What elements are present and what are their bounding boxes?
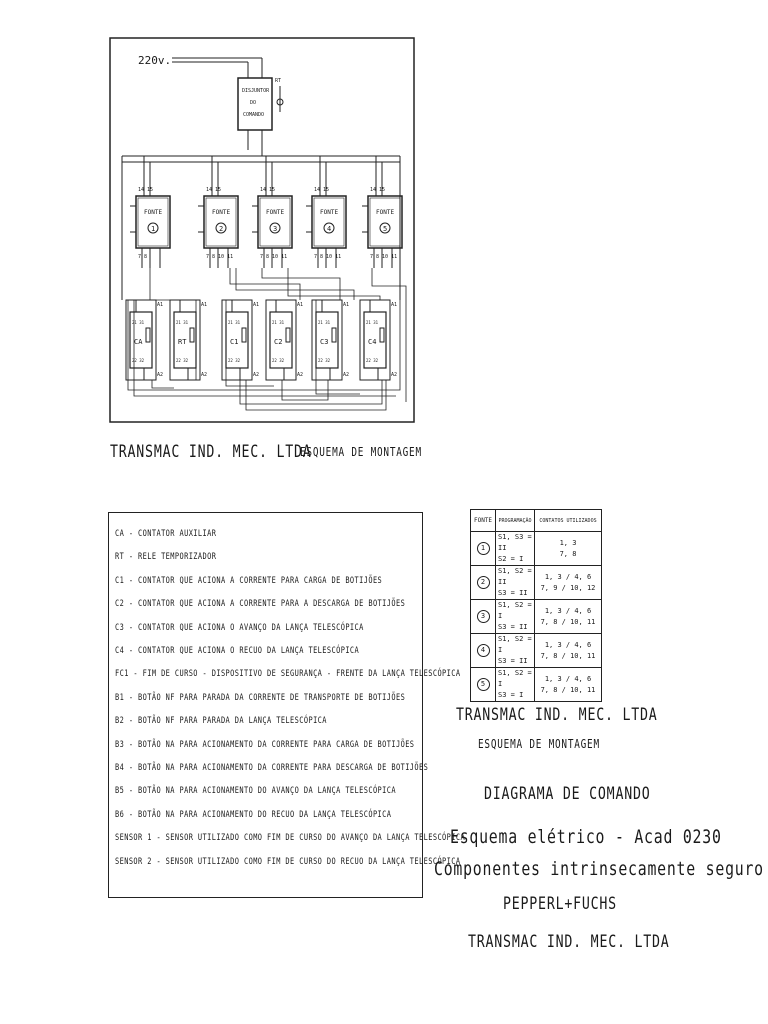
svg-text:A1: A1 <box>253 302 260 308</box>
table-row <box>471 668 602 702</box>
legend-item: C3 - CONTATOR QUE ACIONA O AVANÇO DA LANÇA TELESCÓPICA <box>115 622 364 633</box>
diagram-title-scheme: ESQUEMA DE MONTAGEM <box>300 445 422 459</box>
svg-text:7 8 10 11: 7 8 10 11 <box>314 254 342 260</box>
contactor-c2 <box>266 300 303 380</box>
svg-text:21 31: 21 31 <box>228 320 241 325</box>
legend-item: B3 - BOTÃO NA PARA ACIONAMENTO DA CORRENTE PARA CARGA DE BOTIJÕES <box>115 739 415 750</box>
contactor-label: C1 <box>230 338 239 346</box>
breaker-side-label: RT <box>275 78 282 84</box>
source-number: 1 <box>151 225 156 233</box>
svg-text:22 32: 22 32 <box>366 358 379 363</box>
svg-text:14 15: 14 15 <box>206 187 222 193</box>
svg-text:7 8: 7 8 <box>138 254 148 260</box>
svg-text:A1: A1 <box>297 302 304 308</box>
contactor-c1 <box>222 300 259 380</box>
right-title-brand: PEPPERL+FUCHS <box>503 894 617 914</box>
table-cell-fonte <box>471 566 496 600</box>
contactor-label: RT <box>178 338 187 346</box>
power-source-3 <box>252 156 292 268</box>
right-title-company: TRANSMAC IND. MEC. LTDA <box>456 705 658 725</box>
legend-item: SENSOR 1 - SENSOR UTILIZADO COMO FIM DE CURSO DO AVANÇO DA LANÇA TELESCÓPICA <box>115 833 466 844</box>
svg-text:22 32: 22 32 <box>176 358 189 363</box>
table-cell-contatos: 1, 3 / 4, 6 7, 8 / 10, 11 <box>535 634 602 668</box>
table-header-programacao: PROGRAMAÇÃO <box>496 510 535 532</box>
right-title-electric: Esquema elétrico - Acad 0230 <box>450 826 722 848</box>
source-table <box>470 509 602 702</box>
contactor-c3 <box>312 300 349 380</box>
svg-text:DISJUNTOR: DISJUNTOR <box>242 88 270 94</box>
contactor-label: CA <box>134 338 143 346</box>
table-cell-programacao: S1, S3 = II S2 = I <box>496 532 535 566</box>
voltage-label: 220v. <box>138 54 172 67</box>
svg-text:22 32: 22 32 <box>272 358 285 363</box>
legend-item: C1 - CONTATOR QUE ACIONA A CORRENTE PARA CARGA DE BOTIJÕES <box>115 575 383 586</box>
legend-item: C2 - CONTATOR QUE ACIONA A CORRENTE PARA A DESCARGA DE BOTIJÕES <box>115 599 406 610</box>
power-source-4 <box>306 156 346 268</box>
source-number-circle: 5 <box>477 678 490 691</box>
table-cell-contatos: 1, 3 / 4, 6 7, 9 / 10, 12 <box>535 566 602 600</box>
power-source-2 <box>198 156 238 268</box>
svg-text:22 32: 22 32 <box>318 358 331 363</box>
source-label: FONTE <box>320 209 339 216</box>
svg-text:A2: A2 <box>201 372 208 378</box>
legend-item: RT - RELE TEMPORIZADOR <box>115 552 217 563</box>
svg-text:7 8 10 11: 7 8 10 11 <box>370 254 398 260</box>
svg-text:A1: A1 <box>343 302 350 308</box>
table-cell-programacao: S1, S2 = I S3 = I <box>496 668 535 702</box>
legend-item: CA - CONTATOR AUXILIAR <box>115 529 217 539</box>
svg-text:22 32: 22 32 <box>228 358 241 363</box>
contactor-ca <box>126 300 163 380</box>
legend-item: B4 - BOTÃO NA PARA ACIONAMENTO DA CORRENTE PARA DESCARGA DE BOTIJÕES <box>115 763 429 773</box>
svg-text:21 31: 21 31 <box>272 320 285 325</box>
table-cell-fonte <box>471 600 496 634</box>
source-number: 3 <box>273 225 278 233</box>
source-number: 5 <box>383 225 388 233</box>
svg-text:A2: A2 <box>157 372 164 378</box>
power-source-5 <box>362 156 402 268</box>
svg-text:21 31: 21 31 <box>176 320 189 325</box>
diagram-title-company-text: TRANSMAC IND. MEC. LTDA <box>110 442 312 462</box>
table-row <box>471 600 602 634</box>
source-number-circle: 1 <box>477 542 490 555</box>
legend-item: C4 - CONTATOR QUE ACIONA O RECUO DA LANÇA TELESCÓPICA <box>115 646 360 656</box>
svg-text:7 8 10 11: 7 8 10 11 <box>206 254 234 260</box>
svg-text:14 15: 14 15 <box>138 187 154 193</box>
power-source-1 <box>130 156 170 268</box>
legend-item: SENSOR 2 - SENSOR UTILIZADO COMO FIM DE CURSO DO RECUO DA LANÇA TELESCÓPICA <box>115 856 461 867</box>
svg-text:DO: DO <box>250 100 257 106</box>
table-cell-contatos: 1, 3 / 4, 6 7, 8 / 10, 11 <box>535 600 602 634</box>
svg-text:14 15: 14 15 <box>314 187 330 193</box>
contactor-label: C2 <box>274 338 283 346</box>
source-label: FONTE <box>376 209 395 216</box>
table-cell-contatos: 1, 3 7, 8 <box>535 532 602 566</box>
legend-box <box>108 512 466 898</box>
svg-text:A2: A2 <box>343 372 350 378</box>
svg-text:14 15: 14 15 <box>370 187 386 193</box>
right-title-scheme: ESQUEMA DE MONTAGEM <box>478 737 600 751</box>
legend-item: B1 - BOTÃO NF PARA PARADA DA CORRENTE DE TRANSPORTE DE BOTIJÕES <box>115 692 406 703</box>
right-title-diagram: DIAGRAMA DE COMANDO <box>484 784 651 804</box>
contactor-rt <box>170 300 207 380</box>
source-number-circle: 3 <box>477 610 490 623</box>
svg-text:A2: A2 <box>297 372 304 378</box>
svg-text:A2: A2 <box>253 372 260 378</box>
svg-text:14 15: 14 15 <box>260 187 276 193</box>
legend-item: B6 - BOTÃO NA PARA ACIONAMENTO DO RECUO DA LANÇA TELESCÓPICA <box>115 809 392 820</box>
table-cell-programacao: S1, S2 = I S3 = II <box>496 634 535 668</box>
source-label: FONTE <box>212 209 231 216</box>
table-cell-programacao: S1, S2 = II S3 = II <box>496 566 535 600</box>
source-number: 4 <box>327 225 332 233</box>
source-label: FONTE <box>266 209 285 216</box>
right-title-company-2: TRANSMAC IND. MEC. LTDA <box>468 932 670 952</box>
contactor-label: C3 <box>320 338 329 346</box>
contactor-c4 <box>360 300 397 380</box>
table-row <box>471 532 602 566</box>
table-row <box>471 566 602 600</box>
source-table-wrap <box>470 509 602 702</box>
svg-text:21 31: 21 31 <box>366 320 379 325</box>
table-cell-fonte <box>471 532 496 566</box>
wiring-diagram <box>0 0 768 440</box>
svg-text:21 31: 21 31 <box>132 320 145 325</box>
svg-text:A2: A2 <box>391 372 398 378</box>
table-cell-fonte <box>471 668 496 702</box>
svg-text:A1: A1 <box>201 302 208 308</box>
source-number-circle: 2 <box>477 576 490 589</box>
table-cell-fonte <box>471 634 496 668</box>
table-header-contatos: CONTATOS UTILIZADOS <box>535 510 602 532</box>
table-cell-contatos: 1, 3 / 4, 6 7, 8 / 10, 11 <box>535 668 602 702</box>
svg-text:21 31: 21 31 <box>318 320 331 325</box>
svg-text:22 32: 22 32 <box>132 358 145 363</box>
svg-text:7 8 10 11: 7 8 10 11 <box>260 254 288 260</box>
table-header-fonte: FONTE <box>471 510 496 532</box>
legend-item: B2 - BOTÃO NF PARA PARADA DA LANÇA TELESCÓPICA <box>115 716 327 727</box>
svg-text:A1: A1 <box>157 302 164 308</box>
svg-text:COMANDO: COMANDO <box>243 112 265 118</box>
svg-text:A1: A1 <box>391 302 398 308</box>
table-cell-programacao: S1, S2 = I S3 = II <box>496 600 535 634</box>
legend-item: FC1 - FIM DE CURSO - DISPOSITIVO DE SEGURANÇA - FRENTE DA LANÇA TELESCÓPICA <box>115 669 461 680</box>
breaker-block <box>238 78 283 130</box>
source-label: FONTE <box>144 209 163 216</box>
legend-item: B5 - BOTÃO NA PARA ACIONAMENTO DO AVANÇO DA LANÇA TELESCÓPICA <box>115 786 396 797</box>
contactor-label: C4 <box>368 338 377 346</box>
source-number-circle: 4 <box>477 644 490 657</box>
right-title-components: Componentes intrinsecamente seguro <box>434 858 764 880</box>
table-row <box>471 634 602 668</box>
source-number: 2 <box>219 225 224 233</box>
